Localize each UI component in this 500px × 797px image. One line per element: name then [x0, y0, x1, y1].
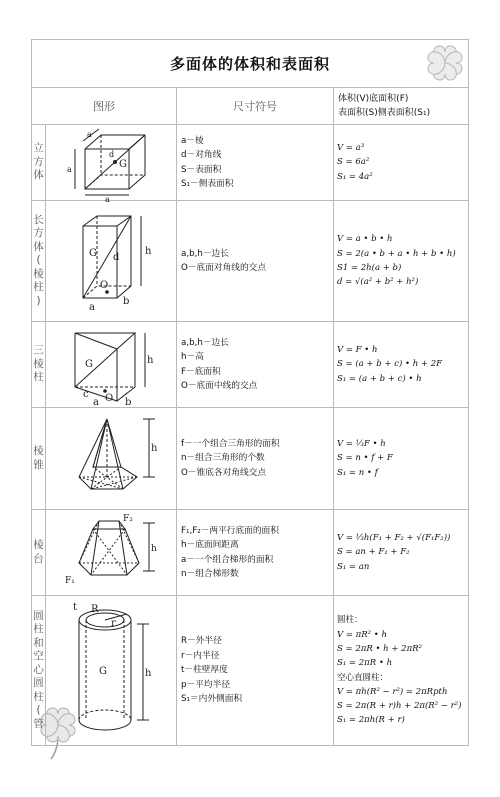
fig-label: O	[100, 279, 109, 291]
symbol-line: S－表面积	[181, 164, 222, 175]
name-char: 方	[33, 227, 44, 240]
name-char: 柱	[33, 371, 44, 384]
name-char: 立	[33, 142, 44, 155]
cuboid-figure	[46, 201, 177, 322]
symbol-line: r－内半径	[181, 650, 220, 661]
symbol-line: O－底面对角线的交点	[181, 263, 267, 273]
formulas-cell	[334, 201, 469, 322]
formula-line: V = ⅓h(F₁ + F₂ + √(F₁F₂))	[337, 533, 451, 544]
fig-label: F₁	[65, 575, 75, 586]
symbol-line: R－外半径	[181, 636, 222, 647]
symbol-line: p－平均半径	[181, 679, 230, 690]
symbols-cell	[177, 125, 334, 201]
fig-label: h	[147, 354, 154, 366]
name-char: 心	[33, 663, 44, 676]
formulas-cell	[334, 510, 469, 596]
formulas-cell	[334, 322, 469, 408]
formula-line: V = ⅓F • h	[337, 439, 386, 450]
pyramid-diagram	[61, 411, 161, 507]
header-formulas-line1: 体积(V)底面积(F)	[338, 94, 409, 104]
formulas-cell	[334, 596, 469, 746]
shape-name	[32, 201, 46, 322]
formula-line: V = πh(R² − r²) = 2πRpth	[337, 686, 448, 697]
name-char: 棱	[33, 267, 44, 280]
symbol-line: h－底面间距离	[181, 540, 239, 550]
table-row	[32, 596, 469, 746]
fig-label: G	[85, 358, 93, 370]
fig-label: h	[151, 442, 158, 454]
name-char: 锥	[33, 458, 44, 471]
formula-line: S = (a + b + c) • h + 2F	[337, 359, 443, 370]
formula-line: S = 2π(R + r)h + 2π(R² − r²)	[337, 701, 462, 712]
formula-line: d = √(a² + b² + h²)	[337, 277, 419, 288]
name-char: 柱	[33, 690, 44, 703]
name-char: )	[36, 294, 41, 307]
header-symbols: 尺寸符号	[177, 88, 334, 125]
name-char: 方	[33, 155, 44, 168]
fig-label: G	[89, 247, 97, 259]
name-char: (	[36, 704, 41, 717]
fig-label: h	[145, 245, 152, 257]
fig-label: c	[83, 388, 89, 400]
frustum-figure	[46, 510, 177, 596]
fig-label: h	[151, 543, 157, 554]
page-title: 多面体的体积和表面积	[32, 40, 469, 88]
symbol-line: F₁,F₂－两平行底面的面积	[181, 525, 279, 536]
symbol-line: d－对角线	[181, 150, 222, 160]
name-char: 和	[33, 636, 44, 649]
name-char: (	[36, 254, 41, 267]
formula-line: V = πR² • h	[337, 629, 387, 640]
name-char: 管	[33, 717, 44, 730]
header-figure: 图形	[32, 88, 177, 125]
formula-line: V = F • h	[337, 345, 378, 356]
symbols-cell	[177, 201, 334, 322]
symbols-cell	[177, 408, 334, 510]
fig-label: b	[125, 396, 132, 408]
fig-label: a	[87, 129, 92, 139]
formula-line: 空心直圆柱：	[337, 672, 389, 683]
symbol-line: S₁－侧表面积	[181, 179, 234, 189]
name-char: 棱	[33, 357, 44, 370]
formula-line: 圆柱：	[337, 615, 363, 626]
formula-line: S = 6a²	[337, 157, 370, 168]
formula-line: S₁ = 2πR • h	[337, 658, 393, 669]
name-char: 空	[33, 650, 44, 663]
name-char: 体	[33, 240, 44, 253]
polyhedra-table	[31, 39, 469, 746]
shape-name	[32, 125, 46, 201]
frustum-diagram	[61, 511, 161, 595]
name-char: 柱	[33, 281, 44, 294]
symbols-cell	[177, 510, 334, 596]
fig-label: b	[123, 295, 130, 307]
fig-label: a	[67, 164, 72, 174]
name-char: 圆	[33, 677, 44, 690]
symbol-line: a,b,h－边长	[181, 248, 229, 259]
formula-line: S₁ = an	[337, 561, 370, 572]
formula-line: S1 = 2h(a + b)	[337, 263, 402, 273]
formula-line: S₁ = (a + b + c) • h	[337, 373, 422, 384]
formulas-cell	[334, 408, 469, 510]
name-char: 棱	[33, 445, 44, 457]
symbol-line: a－棱	[181, 135, 204, 146]
cylinder-figure	[46, 596, 177, 746]
fig-label: O	[105, 392, 114, 404]
formula-line: S = 2(a • b + a • h + b • h)	[337, 248, 456, 259]
cuboid-diagram	[61, 204, 161, 319]
prism-figure	[46, 322, 177, 408]
symbols-cell	[177, 322, 334, 408]
fig-label: h	[145, 667, 152, 679]
symbol-line: t－柱壁厚度	[181, 665, 228, 676]
formula-line: S = an + F₁ + F₂	[337, 547, 410, 558]
symbol-line: a－一个组合梯形的面积	[181, 554, 274, 565]
symbol-line: h－高	[181, 352, 204, 362]
fig-label: r	[111, 617, 116, 629]
symbol-line: a,b,h－边长	[181, 337, 229, 348]
shape-name	[32, 408, 46, 510]
table-row	[32, 322, 469, 408]
name-char: 台	[33, 552, 44, 565]
symbols-cell	[177, 596, 334, 746]
header-row	[32, 88, 469, 125]
name-char: 体	[33, 169, 44, 182]
fig-label: G	[99, 665, 107, 677]
shape-name	[32, 510, 46, 596]
formula-line: S₁ = n • f	[337, 467, 378, 478]
fig-label: t	[73, 601, 78, 613]
formula-line: S = 2πR • h + 2πR²	[337, 643, 422, 654]
formulas-cell	[334, 125, 469, 201]
formula-line: V = a • b • h	[337, 234, 393, 245]
header-formulas-line2: 表面积(S)侧表面积(S₁)	[338, 108, 431, 118]
symbol-line: O－锥底各对角线交点	[181, 467, 267, 478]
fig-label: a	[89, 301, 95, 313]
fig-label: a	[105, 194, 110, 204]
shape-name	[32, 596, 46, 746]
formula-line: V = a³	[337, 143, 365, 154]
symbol-line: S₁＝内外侧面积	[181, 694, 243, 705]
cylinder-diagram	[61, 598, 161, 744]
shape-name	[32, 322, 46, 408]
table-row	[32, 408, 469, 510]
formula-sheet	[31, 39, 468, 745]
fig-label: R	[91, 603, 99, 615]
table-row	[32, 510, 469, 596]
cube-figure	[46, 125, 177, 204]
prism-diagram	[61, 323, 161, 407]
fig-label: F₂	[123, 513, 133, 524]
header-formulas	[334, 88, 469, 125]
name-char: 三	[33, 344, 44, 357]
formula-line: S₁ = 2πh(R + r)	[337, 715, 405, 726]
name-char: 棱	[33, 539, 44, 551]
name-char: 圆	[33, 609, 44, 622]
name-char: 柱	[33, 623, 44, 636]
formula-line: S₁ = 4a²	[337, 171, 373, 182]
symbol-line: n－组合三角形的个数	[181, 453, 265, 464]
fig-label: d	[109, 149, 115, 159]
symbol-line: F－底面积	[181, 366, 221, 377]
name-char: 长	[33, 213, 44, 226]
pyramid-figure	[46, 408, 177, 510]
symbol-line: O－底面中线的交点	[181, 381, 258, 391]
cube-diagram	[61, 127, 161, 204]
symbol-line: f－一个组合三角形的面积	[181, 438, 280, 449]
table-row	[32, 201, 469, 322]
formula-line: S = n • f + F	[337, 453, 393, 464]
fig-label: d	[113, 251, 120, 263]
table-row	[32, 125, 469, 201]
fig-label: a	[93, 396, 99, 408]
symbol-line: n－组合梯形数	[181, 569, 239, 579]
fig-label: G	[119, 158, 127, 170]
